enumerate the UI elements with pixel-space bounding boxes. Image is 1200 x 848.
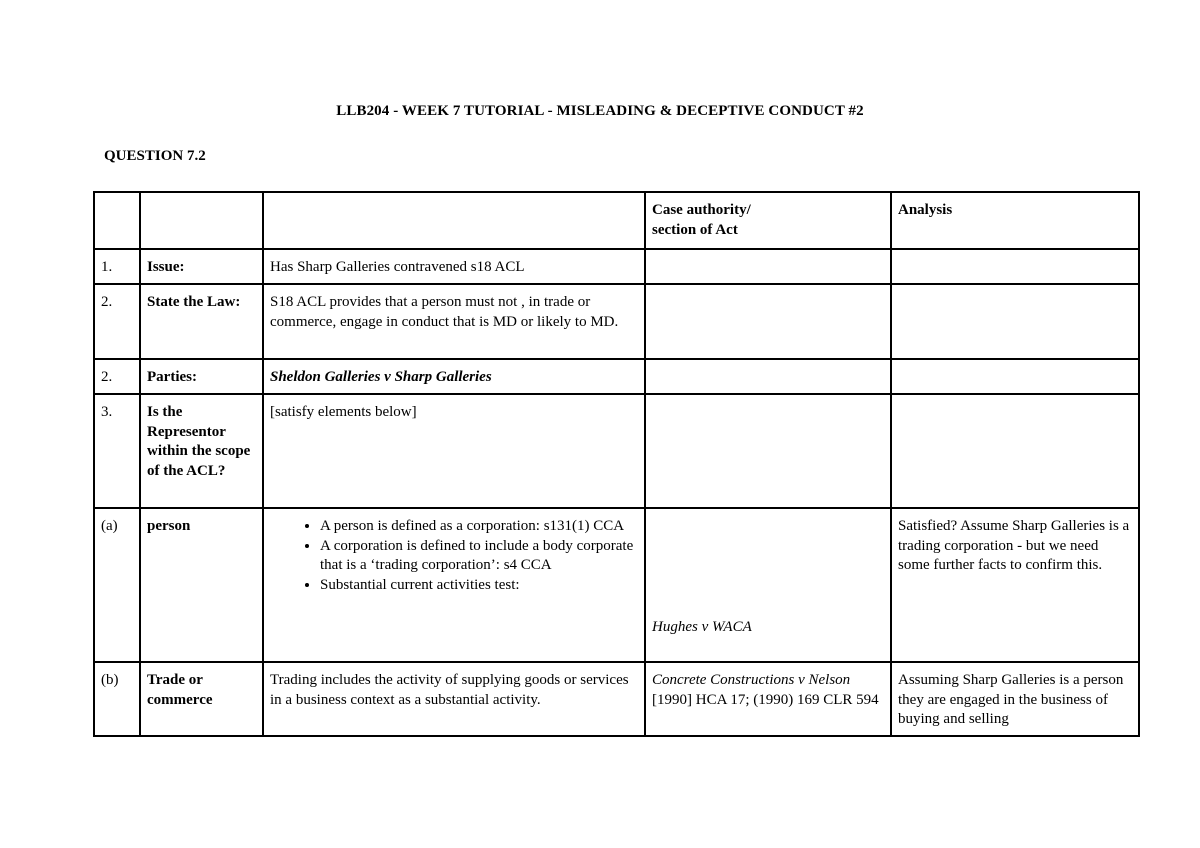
- table-header-row: [94, 192, 1139, 249]
- document-title: LLB204 - WEEK 7 TUTORIAL - MISLEADING & DECEPTIVE CONDUCT #2: [336, 103, 864, 119]
- list-item: • A corporation is defined to include a body corporate that is a ‘trading corporation’: s4 CCA: [320, 537, 638, 576]
- table-row: [94, 284, 1139, 359]
- row-number: 3.: [94, 394, 140, 508]
- case-name: Hughes v WACA: [652, 618, 752, 635]
- row-analysis: Assuming Sharp Galleries is a person they are engaged in the business of buying and selling: [891, 662, 1139, 736]
- row-number: 1.: [94, 249, 140, 284]
- analysis-table: [93, 191, 1140, 737]
- header-cell-content: [263, 192, 645, 249]
- row-case: [645, 394, 891, 508]
- row-content: Has Sharp Galleries contravened s18 ACL: [263, 249, 645, 284]
- row-label: Trade or commerce: [140, 662, 263, 736]
- table-row: [94, 662, 1139, 736]
- row-number: (a): [94, 508, 140, 662]
- row-label: person: [140, 508, 263, 662]
- list-item: • A person is defined as a corporation: s131(1) CCA: [320, 517, 638, 537]
- row-label: Is the Representor within the scope of the ACL?: [140, 394, 263, 508]
- row-analysis: [891, 249, 1139, 284]
- row-number: (b): [94, 662, 140, 736]
- row-case: [645, 508, 891, 662]
- row-label: Parties:: [140, 359, 263, 394]
- row-number: 2.: [94, 284, 140, 359]
- row-case: [645, 359, 891, 394]
- header-cell-num: [94, 192, 140, 249]
- list-item: • Substantial current activities test:: [320, 576, 638, 596]
- row-analysis: [891, 394, 1139, 508]
- row-number: 2.: [94, 359, 140, 394]
- row-case: [645, 284, 891, 359]
- row-content: Trading includes the activity of supplying goods or services in a business context as a substantial activity.: [263, 662, 645, 736]
- row-content: [satisfy elements below]: [263, 394, 645, 508]
- question-label: QUESTION 7.2: [104, 148, 206, 164]
- row-analysis: Satisfied? Assume Sharp Galleries is a trading corporation - but we need some further facts to confirm this.: [891, 508, 1139, 662]
- header-cell-label: [140, 192, 263, 249]
- row-content: [263, 508, 645, 662]
- row-case: [645, 249, 891, 284]
- table-row: [94, 249, 1139, 284]
- row-label: State the Law:: [140, 284, 263, 359]
- header-cell-case: Case authority/ section of Act: [645, 192, 891, 249]
- table-row: [94, 394, 1139, 508]
- row-analysis: [891, 284, 1139, 359]
- row-content: S18 ACL provides that a person must not , in trade or commerce, engage in conduct that is MD or likely to MD.: [263, 284, 645, 359]
- table-row: [94, 508, 1139, 662]
- table-row: [94, 359, 1139, 394]
- row-content: Sheldon Galleries v Sharp Galleries: [263, 359, 645, 394]
- case-name: Concrete Constructions v Nelson: [652, 672, 851, 688]
- row-analysis: [891, 359, 1139, 394]
- row-label: Issue:: [140, 249, 263, 284]
- bullet-list: [270, 517, 638, 595]
- header-cell-analysis: Analysis: [891, 192, 1139, 249]
- case-citation: [1990] HCA 17; (1990) 169 CLR 594: [652, 691, 879, 708]
- row-case: [645, 662, 891, 736]
